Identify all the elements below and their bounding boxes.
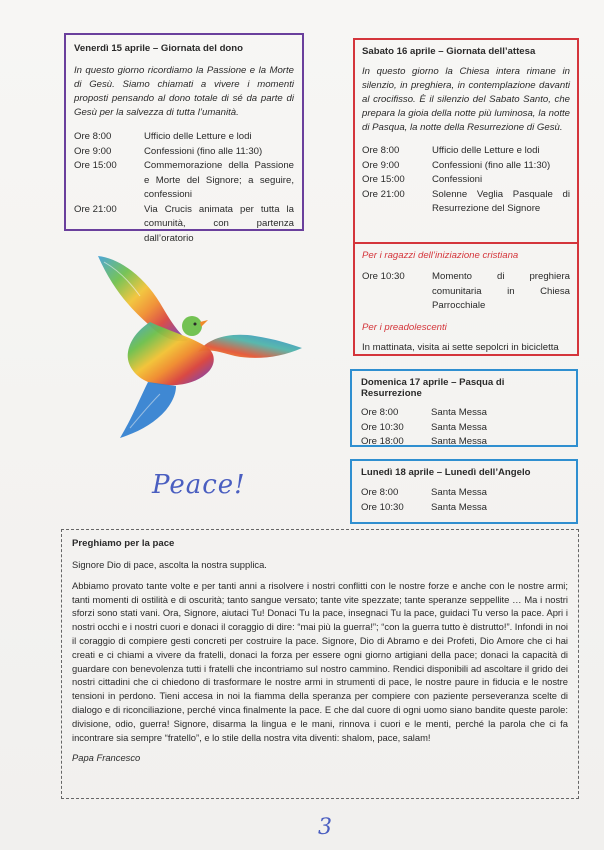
schedule-row <box>362 159 570 174</box>
schedule-row <box>74 130 294 145</box>
prayer-opening: Signore Dio di pace, ascolta la nostra supplica. <box>72 559 267 570</box>
schedule-desc: Commemorazione della Passione e Morte del Signore; a seguire, confessioni <box>144 160 294 200</box>
schedule-desc: Santa Messa <box>431 487 487 498</box>
prayer-signature: Papa Francesco <box>72 752 141 764</box>
schedule-desc: Momento di preghiera comunitaria in Chiesa Parrocchiale <box>432 271 570 311</box>
schedule-row <box>361 406 567 421</box>
schedule-desc: Ufficio delle Letture e lodi <box>432 145 540 156</box>
schedule-time: Ore 21:00 <box>362 188 405 200</box>
schedule-desc: Confessioni (fino alle 11:30) <box>432 159 551 171</box>
schedule-desc: Santa Messa <box>431 501 487 513</box>
schedule-time: Ore 10:30 <box>361 501 404 513</box>
schedule-desc: Santa Messa <box>431 436 487 447</box>
schedule-time: Ore 8:00 <box>74 131 112 142</box>
schedule-time: Ore 21:00 <box>74 203 117 215</box>
page-number: 3 <box>318 815 332 840</box>
schedule-time: Ore 8:00 <box>362 145 400 156</box>
prayer-body: Abbiamo provato tante volte e per tanti anni a risolvere i nostri conflitti con le nostre forze e anche con le nostre armi; tanti momenti di ostilità e di oscurità; tanto sangue versato; tante vite spezzate; tante speranze seppellite … Ma i nostri sforzi sono stati vani. Ora, Signore, aiutaci Tu! Donaci Tu la pace, insegnaci Tu la pace, guidaci Tu verso la pace. Apri i nostri occhi e i nostri cuori e donaci il coraggio di dire: “mai più la guerra!”; “con la guerra tutto è distrutto!”. Infondi in noi il coraggio di compiere gesti concreti per costruire la pace. Signore, Dio di Abramo e dei Profeti, Dio Amore che ci hai creati e ci chiami a vivere da fratelli, donaci la forza per essere ogni giorno artigiani della pace; donaci la capacità di guardare con benevolenza tutti i fratelli che incontriamo sul nostro cammino. Rendici disponibili ad ascoltare il grido dei nostri cittadini che ci chiedono di trasformare le nostre armi in strumenti di pace, le nostre paure in fiducia e le nostre tensioni in perdono. Tieni accesa in noi la fiamma della speranza per compiere con paziente perseveranza scelte di dialogo e di riconciliazione, perché vinca finalmente la pace. E che dal cuore di ogni uomo siano bandite queste parole: divisione, odio, guerra! Signore, disarma la lingua e le mani, rinnova i cuori e le menti, perché la parola che ci fa incontrare sia sempre “fratello”, e lo stile della nostra vita diventi: shalom, pace, salam! <box>72 579 568 743</box>
kids-row <box>362 270 570 314</box>
schedule-desc: Santa Messa <box>431 421 487 433</box>
schedule-time: Ore 8:00 <box>361 487 399 498</box>
prayer-box <box>61 529 579 799</box>
dove-tail <box>120 382 176 438</box>
friday-schedule <box>74 130 294 246</box>
schedule-time: Ore 15:00 <box>74 160 117 171</box>
schedule-time: Ore 8:00 <box>361 407 399 418</box>
sunday-title: Domenica 17 aprile – Pasqua di Resurrezione <box>361 377 505 399</box>
schedule-desc: Via Crucis animata per tutta la comunità, con partenza dall’oratorio <box>144 203 294 244</box>
schedule-row <box>362 188 570 217</box>
monday-title: Lunedì 18 aprile – Lunedì dell’Angelo <box>361 467 531 478</box>
saturday-youth-box <box>353 242 579 356</box>
schedule-row <box>362 144 570 159</box>
peace-word: Peace! <box>152 470 246 500</box>
teens-desc: In mattinata, visita ai sette sepolcri in bicicletta <box>362 341 559 353</box>
dove-illustration <box>90 248 310 448</box>
schedule-row <box>74 203 294 247</box>
saturday-intro: In questo giorno la Chiesa intera rimane in silenzio, in preghiera, in contemplazione davanti al crocifisso. È il silenzio del Sabato Santo, che prepara la gioia della notte più luminosa, la notte di Pasqua, la notte della Resurrezione di Gesù. <box>362 66 570 133</box>
sunday-schedule <box>361 406 567 450</box>
schedule-row <box>361 501 567 516</box>
schedule-desc: Santa Messa <box>431 407 487 418</box>
dove-body <box>128 322 214 385</box>
schedule-time: Ore 9:00 <box>362 159 400 171</box>
schedule-row <box>74 145 294 160</box>
schedule-time: Ore 10:30 <box>362 271 405 282</box>
schedule-row <box>74 159 294 203</box>
schedule-desc: Confessioni (fino alle 11:30) <box>144 145 263 157</box>
schedule-row <box>362 173 570 188</box>
saturday-schedule <box>362 144 570 217</box>
sunday-box <box>350 369 578 447</box>
schedule-row <box>361 421 567 436</box>
monday-box <box>350 459 578 524</box>
schedule-desc: Ufficio delle Letture e lodi <box>144 131 252 142</box>
prayer-title: Preghiamo per la pace <box>72 538 175 549</box>
schedule-time: Ore 18:00 <box>361 436 404 447</box>
schedule-row <box>361 435 567 450</box>
monday-schedule <box>361 486 567 515</box>
schedule-desc: Confessioni <box>432 174 483 185</box>
dove-head <box>182 316 202 336</box>
friday-box <box>64 33 304 244</box>
schedule-time: Ore 15:00 <box>362 174 405 185</box>
schedule-row <box>361 486 567 501</box>
dove-wing-right <box>198 335 302 358</box>
schedule-time: Ore 10:30 <box>361 421 404 433</box>
schedule-desc: Solenne Veglia Pasquale di Resurrezione del Signore <box>432 188 570 214</box>
kids-heading: Per i ragazzi dell’iniziazione cristiana <box>362 250 519 261</box>
teens-text <box>362 341 570 356</box>
friday-title: Venerdì 15 aprile – Giornata del dono <box>74 43 244 54</box>
teens-heading: Per i preadolescenti <box>362 321 447 333</box>
saturday-title: Sabato 16 aprile – Giornata dell’attesa <box>362 46 536 57</box>
schedule-time: Ore 9:00 <box>74 145 112 157</box>
saturday-box <box>353 38 579 244</box>
friday-intro: In questo giorno ricordiamo la Passione e la Morte di Gesù. Siamo chiamati a vivere i momenti proposti pensando al dono totale di sé da parte di Gesù per la salvezza di tutta l’umanità. <box>74 65 294 118</box>
